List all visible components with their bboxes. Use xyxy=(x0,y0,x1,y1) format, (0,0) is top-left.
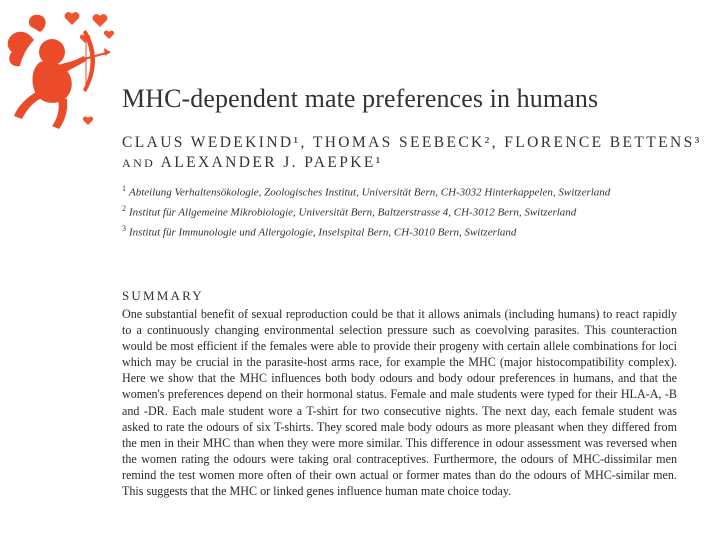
summary-paragraph: One substantial benefit of sexual reproduction could be that it allows animals (including humans) to react rapidly to a continuously changing environmental selection pressure such as coevolving parasites. This counteraction would be most efficient if the females were able to provide their progeny with certain allele combinations for loci which may be crucial in the parasite-host arms race, for example the MHC (major histocompatibility complex). Here we show that the MHC influences both body odours and body odour preferences in humans, and that the women's preferences depend on their hormonal status. Female and male students were typed for their HLA-A, -B and -DR. Each male student wore a T-shirt for two consecutive nights. The next day, each female student was asked to rate the odours of six T-shirts. They scored male body odours as more pleasant when they differed from the men in their MHC than when they were more similar. This difference in odour assessment was reversed when the women rating the odours were taking oral contraceptives. Furthermore, the odours of MHC-dissimilar men remind the test women more often of their own actual or former mates than do the odours of MHC-similar men. This suggests that the MHC or linked genes influence human mate choice today. xyxy=(122,307,677,499)
summary-heading: SUMMARY xyxy=(122,288,204,303)
affiliation-number: 1 xyxy=(122,184,126,193)
affiliation-number: 3 xyxy=(122,224,126,234)
author-list xyxy=(122,133,702,173)
author-last: ALEXANDER J. PAEPKE¹ xyxy=(160,154,383,171)
affiliation-list xyxy=(122,181,610,241)
affiliation-2 xyxy=(122,201,610,221)
paper-title: MHC-dependent mate preferences in humans xyxy=(122,84,599,113)
affiliation-number: 2 xyxy=(122,204,126,214)
author-line-1: CLAUS WEDEKIND¹, THOMAS SEEBECK², FLORENCE BETTENS³ xyxy=(122,134,702,151)
affiliation-3 xyxy=(122,221,610,241)
affiliation-text: Abteilung Verhaltensökologie, Zoologisches Institut, Universität Bern, CH-3032 Hinterkappelen, Switzerland xyxy=(129,186,611,199)
author-line-2 xyxy=(122,153,702,173)
cupid-icon xyxy=(0,0,125,130)
affiliation-text: Institut für Allgemeine Mikrobiologie, Universität Bern, Baltzerstrasse 4, CH-3012 Bern, Switzerland xyxy=(129,206,577,219)
author-and: AND xyxy=(122,156,156,170)
affiliation-text: Institut für Immunologie und Allergologie, Inselspital Bern, CH-3010 Bern, Switzerland xyxy=(129,226,517,239)
affiliation-1 xyxy=(122,181,610,201)
